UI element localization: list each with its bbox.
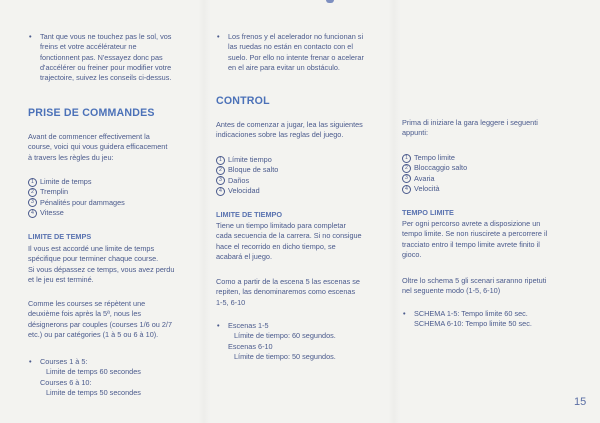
list-item [402, 174, 572, 184]
scene-detail: Límite de tiempo: 60 segundos. [234, 331, 336, 341]
spanish-time-paragraph: Tiene un tiempo limitado para completar cada secuencia de la carrera. Si no consigue hace el recorrido en dicho tiempo, se acabará el juego. [216, 221, 362, 261]
scene-label: Escenas 6-10 [228, 341, 273, 351]
french-intro-bullet-list [28, 32, 198, 83]
list-item [402, 184, 572, 194]
scene-label: Escenas 1-5 [228, 321, 269, 330]
list-item [216, 155, 384, 165]
circled-number: 3 [28, 198, 37, 207]
spanish-scenes-paragraph: Como a partir de la escena 5 las escenas se repiten, las denominaremos como escenas 1-5, 6-10 [216, 277, 360, 307]
scene-detail: Límite de tiempo: 50 segundos. [234, 351, 336, 361]
circled-number: 1 [28, 178, 37, 187]
list-item-label: Tempo limite [414, 153, 455, 162]
spanish-intro: Antes de comenzar a jugar, lea las siguientes indicaciones sobre las reglas del juego. [216, 120, 363, 140]
course-label: Courses 6 à 10: [40, 377, 92, 387]
schema-label: SCHEMA 1-5: Tempo limite 60 sec. [414, 309, 528, 318]
circled-number: 4 [216, 187, 225, 196]
italian-scenes-paragraph: Oltre lo schema 5 gli scenari saranno ripetuti nel seguente modo (1-5, 6-10) [402, 276, 547, 296]
schema-label: SCHEMA 6-10: Tempo limite 50 sec. [414, 319, 532, 329]
list-item [402, 309, 572, 319]
circled-number: 4 [402, 185, 411, 194]
circled-number: 2 [28, 188, 37, 197]
list-item-label: Pénalités pour dammages [40, 197, 125, 207]
list-item [402, 153, 572, 163]
circled-number: 1 [402, 154, 411, 163]
list-item-label: Tremplin [40, 187, 69, 197]
french-rules-list [28, 177, 198, 218]
spanish-subheading: LIMITE DE TIEMPO [216, 210, 283, 219]
circled-number: 3 [216, 176, 225, 185]
french-courses-list [28, 357, 198, 367]
list-item [402, 163, 572, 173]
french-scenes-paragraph: Comme les courses se répètent une deuxième fois après la 5ª, nous les désignerons par couples (courses 1/6 ou 2/7 etc.) ou par catégories (1 à 5 ou 6 à 10). [28, 299, 172, 339]
french-intro-bullet: • Tant que vous ne touchez pas le sol, vos freins et votre accélérateur ne fonctionnent pas. N'essayez donc pas d'accélérer ou freiner pour modifier votre trajectoire, suivez les conseils ci-dessus. [28, 32, 198, 83]
list-item-label: Velocità [414, 183, 440, 193]
circled-number: 4 [28, 209, 37, 218]
french-time-paragraph: Il vous est accordé une limite de temps spécifique pour terminer chaque course. Si vous dépassez ce temps, vous avez perdu et le jeu est terminé. [28, 244, 175, 284]
list-item [216, 165, 384, 175]
spanish-heading: CONTROL [216, 95, 270, 107]
course-detail: Limite de temps 50 secondes [46, 387, 141, 397]
list-item-label: Velocidad [228, 185, 260, 195]
column-divider [198, 0, 210, 423]
list-item-label: Avaria [414, 173, 435, 183]
list-item [28, 357, 198, 367]
list-item-label: Daños [228, 175, 250, 185]
list-item-label: Bloque de salto [228, 165, 279, 175]
italian-time-paragraph: Per ogni percorso avrete a disposizione un tempo limite. Se non riuscirete a percorrere il tracciato entro il tempo limite avrete finito il gioco. [402, 219, 548, 259]
list-item [216, 321, 384, 331]
binding-mark [326, 0, 334, 3]
list-item [216, 176, 384, 186]
spanish-intro-bullet-list [216, 32, 384, 73]
spanish-rules-list [216, 155, 384, 196]
circled-number: 3 [402, 174, 411, 183]
column-divider [388, 0, 400, 423]
italian-rules-list [402, 153, 572, 194]
list-item [216, 186, 384, 196]
list-item [28, 177, 198, 187]
spanish-scenes-list [216, 321, 384, 331]
circled-number: 2 [216, 166, 225, 175]
italian-intro: Prima di iniziare la gara leggere i seguenti appunti: [402, 118, 538, 138]
french-intro: Avant de commencer effectivement la course, voici qui vous guidera efficacement à travers les règles du jeu: [28, 132, 168, 162]
italian-schema-list [402, 309, 572, 319]
circled-number: 2 [402, 164, 411, 173]
page-number: 15 [574, 396, 587, 408]
course-detail: Limite de temps 60 secondes [46, 367, 141, 377]
list-item-label: Vitesse [40, 207, 64, 217]
list-item [28, 198, 198, 208]
spanish-intro-bullet: • Los frenos y el acelerador no funcionan si las ruedas no están en contacto con el suelo. Por ello no intente frenar o acelerar en el aire para evitar un obstáculo. [216, 32, 384, 73]
list-item [28, 208, 198, 218]
list-item-label: Bloccaggio salto [414, 163, 468, 173]
list-item-label: Límite tiempo [228, 155, 272, 164]
french-subheading: LIMITE DE TEMPS [28, 232, 92, 241]
french-heading: PRISE DE COMMANDES [28, 107, 155, 119]
list-item-label: Limite de temps [40, 177, 92, 186]
course-label: Courses 1 à 5: [40, 357, 88, 366]
circled-number: 1 [216, 156, 225, 165]
italian-subheading: TEMPO LIMITE [402, 208, 454, 217]
list-item [28, 187, 198, 197]
